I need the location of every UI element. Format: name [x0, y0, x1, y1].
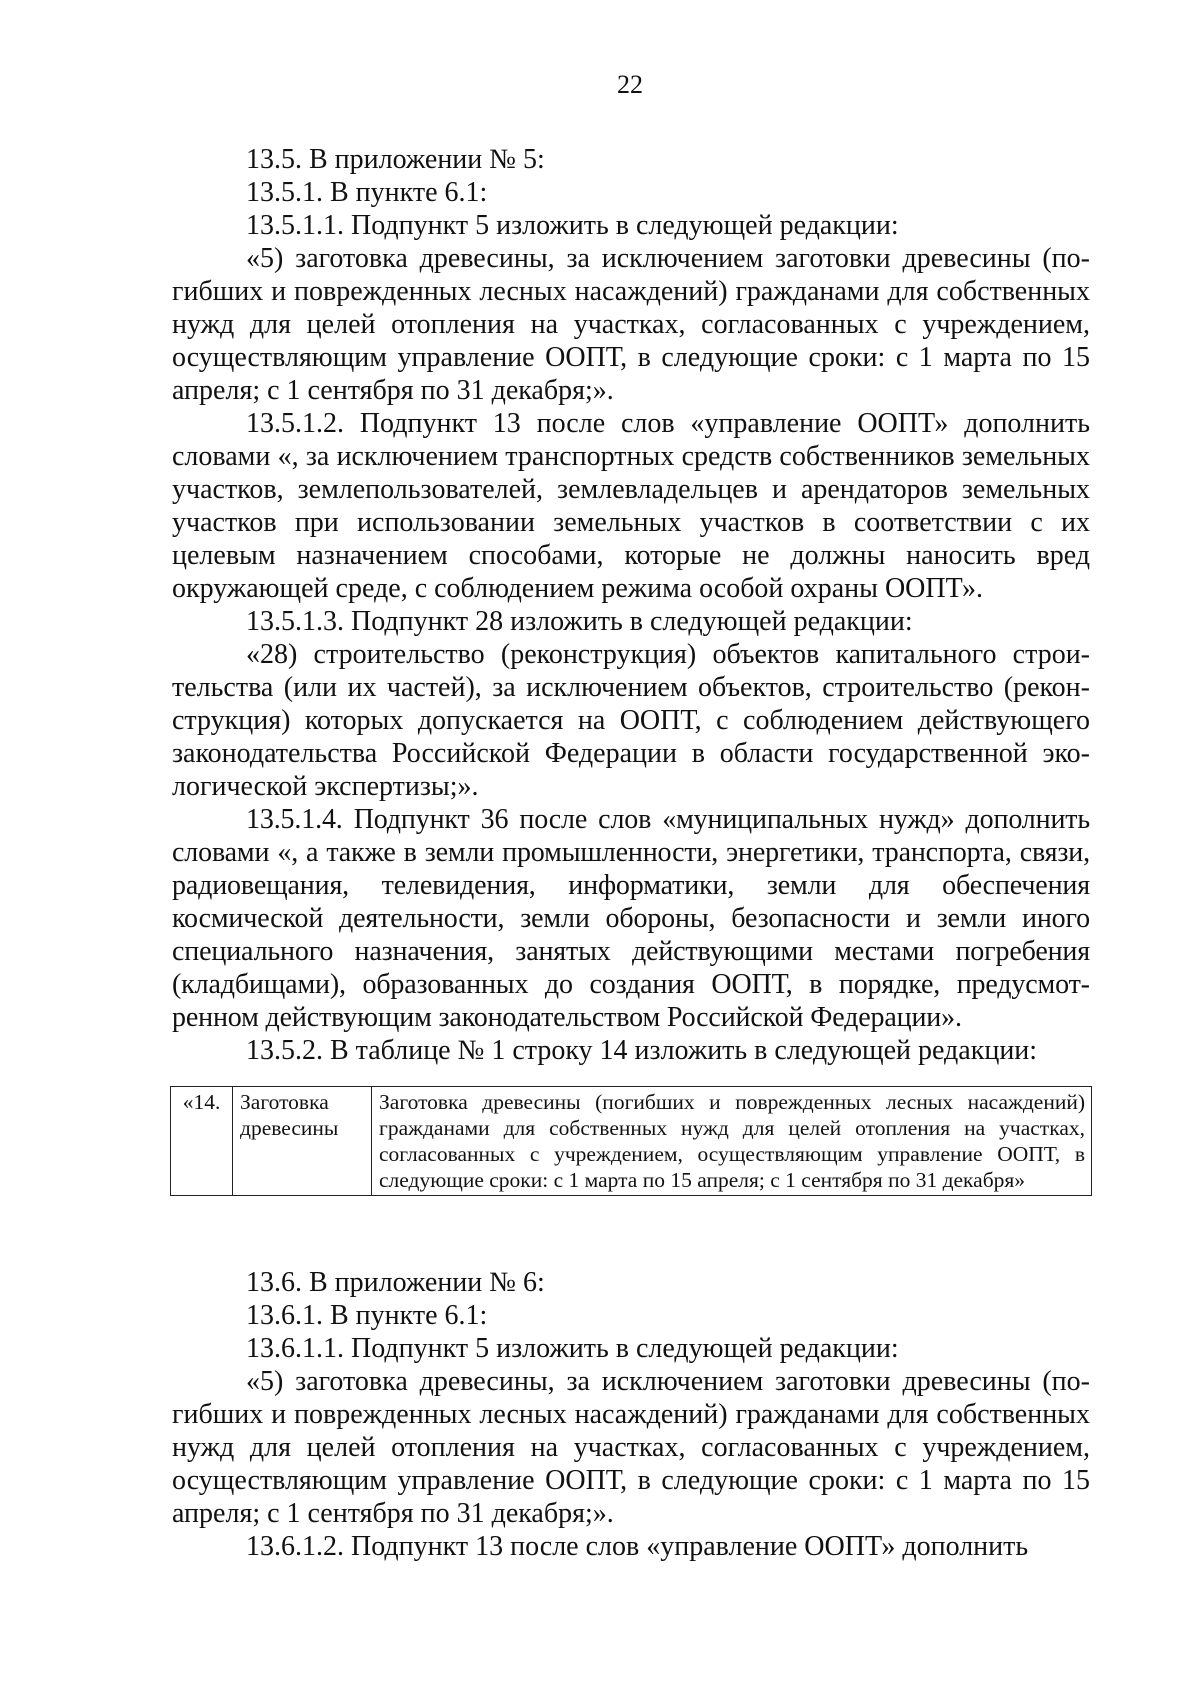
paragraph-13-5-1-1: 13.5.1.1. Подпункт 5 изложить в следующей редакции:	[246, 210, 899, 241]
paragraph-13-5-1-3: 13.5.1.3. Подпункт 28 изложить в следующей редакции:	[246, 606, 913, 637]
amendment-table	[170, 1086, 1092, 1196]
paragraph-subitem-28-text: «28) строительство (реконструкция) объектов капитального строительства (или их частей), за исключением объектов, строительство (реконструкция) которых допускается на ООПТ, с соблюдением действующего законодательства Российской Федерации в области государственной экологической экспертизы;».	[172, 639, 1090, 802]
table-cell-description: Заготовка древесины (погибших и поврежденных лесных насаждений) гражданами для собственных нужд для целей отопления на участках, согласованных с учреждением, осуществляющим управление ООПТ, в следующие сроки: с 1 марта по 15 апреля; с 1 сентября по 31 декабря»	[372, 1087, 1092, 1196]
table-row	[171, 1087, 1092, 1196]
section-13-6	[172, 1266, 1090, 1563]
paragraph-13-6-1-2: 13.6.1.2. Подпункт 13 после слов «управление ООПТ» дополнить	[246, 1531, 1029, 1562]
paragraph-13-5-2: 13.5.2. В таблице № 1 строку 14 изложить в следующей редакции:	[246, 1035, 1038, 1066]
page-number: 22	[617, 70, 643, 99]
paragraph-subitem-5-text: «5) заготовка древесины, за исключением заготовки древесины (погибших и поврежденных лесных насаждений) гражданами для собственных нужд для целей отопления на участках, согласованных с учреждением, осуществляющим управление ООПТ, в следующие сроки: с 1 марта по 15 апреля; с 1 сентября по 31 декабря;».	[172, 1366, 1090, 1529]
paragraph-13-6-1: 13.6.1. В пункте 6.1:	[246, 1300, 488, 1331]
paragraph-13-5: 13.5. В приложении № 5:	[246, 144, 545, 175]
paragraph-13-6: 13.6. В приложении № 6:	[246, 1267, 545, 1298]
paragraph-13-6-1-1: 13.6.1.1. Подпункт 5 изложить в следующей редакции:	[246, 1333, 899, 1364]
table-cell-number: «14.	[171, 1087, 233, 1196]
table-cell-name: Заготовка древесины	[233, 1087, 372, 1196]
paragraph-subitem-5-text: «5) заготовка древесины, за исключением заготовки древесины (погибших и поврежденных лесных насаждений) гражданами для собственных нужд для целей отопления на участках, согласованных с учреждением, осуществляющим управление ООПТ, в следующие сроки: с 1 марта по 15 апреля; с 1 сентября по 31 декабря;».	[172, 243, 1090, 406]
paragraph-13-5-1-4: 13.5.1.4. Подпункт 36 после слов «муниципальных нужд» дополнить словами «, а также в земли промышленности, энергетики, транспорта, связи, радиовещания, телевидения, информатики, земли для обеспечения космической деятельности, земли обороны, безопасности и земли иного специального назначения, занятых действующими местами погребения (кладбищами), образованных до создания ООПТ, в порядке, предусмотренном действующим законодательством Российской Федерации».	[172, 804, 1090, 1033]
paragraph-13-5-1-2: 13.5.1.2. Подпункт 13 после слов «управление ООПТ» дополнить словами «, за исключением транспортных средств собственников земельных участков, землепользователей, землевладельцев и арендаторов земельных участков при использовании земельных участков в соответствии с их целевым назначением способами, которые не должны наносить вред окружающей среде, с соблюдением режима особой охраны ООПТ».	[172, 408, 1090, 604]
paragraph-13-5-1: 13.5.1. В пункте 6.1:	[246, 177, 488, 208]
section-13-5	[172, 143, 1090, 1067]
